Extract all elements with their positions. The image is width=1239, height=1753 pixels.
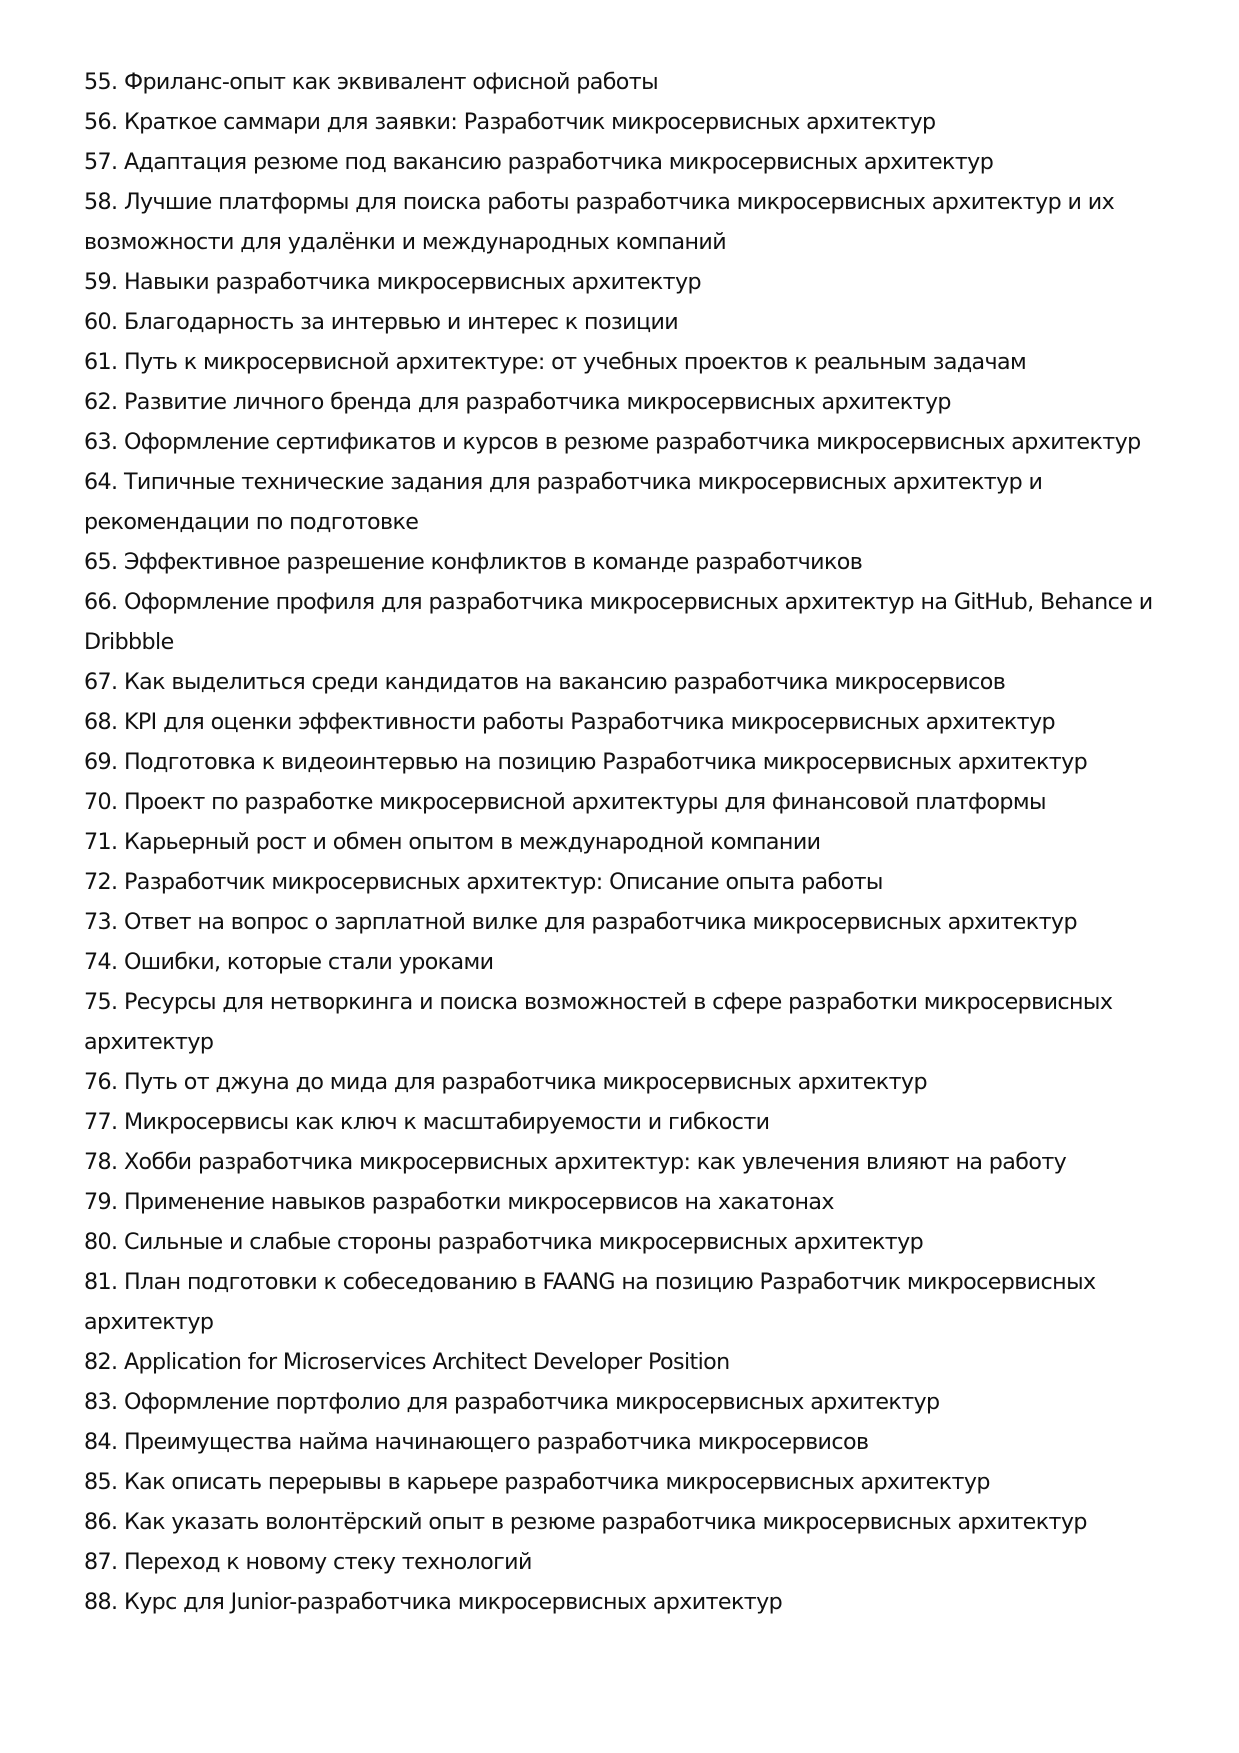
list-item: 79. Применение навыков разработки микросервисов на хакатонах	[84, 1189, 834, 1215]
list-item: 77. Микросервисы как ключ к масштабируемости и гибкости	[84, 1109, 770, 1135]
list-item: 83. Оформление портфолио для разработчика микросервисных архитектур	[84, 1389, 940, 1415]
list-item: 62. Развитие личного бренда для разработчика микросервисных архитектур	[84, 389, 951, 415]
list-item: 74. Ошибки, которые стали уроками	[84, 949, 494, 975]
list-item: 82. Application for Microservices Architect Developer Position	[84, 1349, 730, 1375]
list-item: 85. Как описать перерывы в карьере разработчика микросервисных архитектур	[84, 1469, 990, 1495]
list-item: 61. Путь к микросервисной архитектуре: от учебных проектов к реальным задачам	[84, 349, 1027, 375]
list-item: 57. Адаптация резюме под вакансию разработчика микросервисных архитектур	[84, 149, 994, 175]
list-item: 66. Оформление профиля для разработчика микросервисных архитектур на GitHub, Behance и Dribbble	[84, 589, 1153, 655]
list-item: 60. Благодарность за интервью и интерес к позиции	[84, 309, 679, 335]
topic-list	[84, 62, 1164, 1622]
list-item: 71. Карьерный рост и обмен опытом в международной компании	[84, 829, 821, 855]
list-item: 56. Краткое саммари для заявки: Разработчик микросервисных архитектур	[84, 109, 936, 135]
list-item: 78. Хобби разработчика микросервисных архитектур: как увлечения влияют на работу	[84, 1149, 1067, 1175]
list-item: 69. Подготовка к видеоинтервью на позицию Разработчика микросервисных архитектур	[84, 749, 1088, 775]
list-item: 72. Разработчик микросервисных архитектур: Описание опыта работы	[84, 869, 883, 895]
list-item: 55. Фриланс-опыт как эквивалент офисной работы	[84, 69, 659, 95]
list-item: 87. Переход к новому стеку технологий	[84, 1549, 532, 1575]
list-item: 76. Путь от джуна до мида для разработчика микросервисных архитектур	[84, 1069, 927, 1095]
list-item: 63. Оформление сертификатов и курсов в резюме разработчика микросервисных архитектур	[84, 429, 1141, 455]
list-item: 67. Как выделиться среди кандидатов на вакансию разработчика микросервисов	[84, 669, 1006, 695]
list-item: 58. Лучшие платформы для поиска работы разработчика микросервисных архитектур и их возможности для удалёнки и международных компаний	[84, 189, 1115, 255]
list-item: 68. KPI для оценки эффективности работы Разработчика микросервисных архитектур	[84, 709, 1056, 735]
list-item: 84. Преимущества найма начинающего разработчика микросервисов	[84, 1429, 869, 1455]
list-item: 64. Типичные технические задания для разработчика микросервисных архитектур и рекомендации по подготовке	[84, 469, 1043, 535]
list-item: 88. Курс для Junior-разработчика микросервисных архитектур	[84, 1589, 783, 1615]
list-item: 80. Сильные и слабые стороны разработчика микросервисных архитектур	[84, 1229, 924, 1255]
list-item: 75. Ресурсы для нетворкинга и поиска возможностей в сфере разработки микросервисных архитектур	[84, 989, 1113, 1055]
list-item: 59. Навыки разработчика микросервисных архитектур	[84, 269, 702, 295]
list-item: 65. Эффективное разрешение конфликтов в команде разработчиков	[84, 549, 863, 575]
list-item: 70. Проект по разработке микросервисной архитектуры для финансовой платформы	[84, 789, 1046, 815]
list-item: 81. План подготовки к собеседованию в FAANG на позицию Разработчик микросервисных архитектур	[84, 1269, 1096, 1335]
list-item: 86. Как указать волонтёрский опыт в резюме разработчика микросервисных архитектур	[84, 1509, 1087, 1535]
list-item: 73. Ответ на вопрос о зарплатной вилке для разработчика микросервисных архитектур	[84, 909, 1077, 935]
